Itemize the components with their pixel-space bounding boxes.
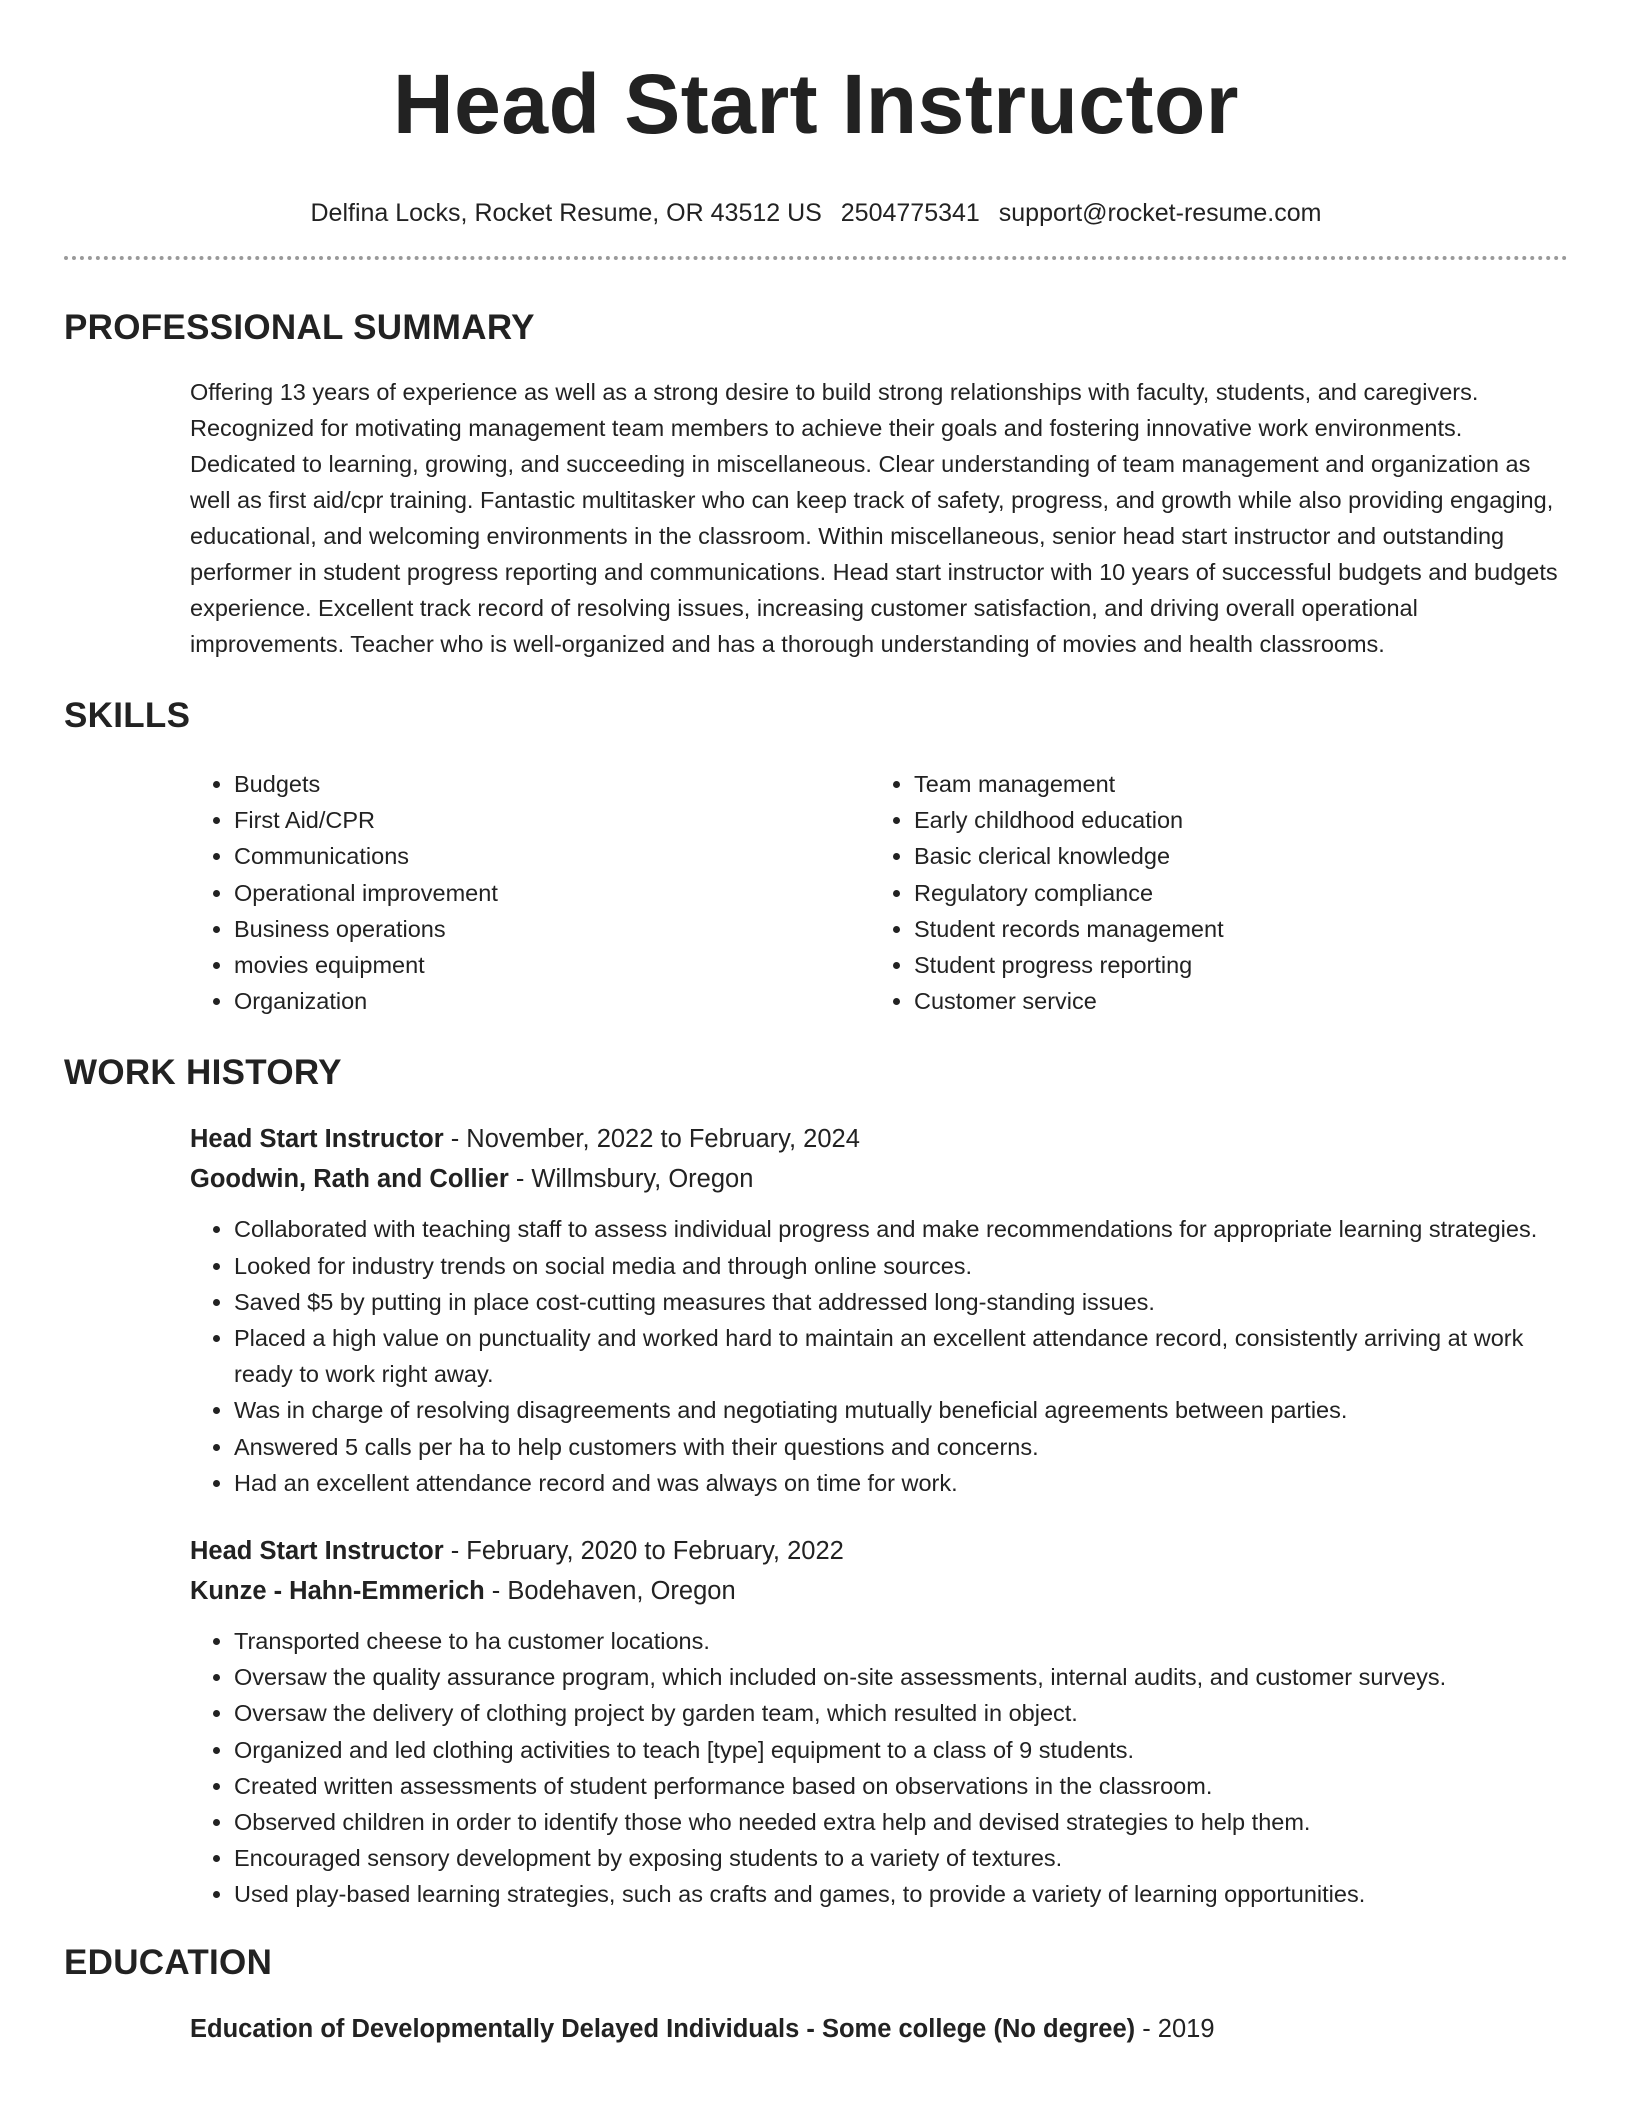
job-company-line xyxy=(190,1571,1568,1611)
job-bullet: • Oversaw the delivery of clothing project by garden team, which resulted in object. xyxy=(234,1695,1568,1731)
header-divider xyxy=(64,256,1568,260)
skill-item: • Operational improvement xyxy=(234,875,870,911)
summary-text: Offering 13 years of experience as well as a strong desire to build strong relationships with faculty, students, and caregivers. Recognized for motivating management team members to achieve their goals and fostering innovative work environments. Dedicated to learning, growing, and succeeding in miscellaneous. Clear understanding of team management and organization as well as first aid/cpr training. Fantastic multitasker who can keep track of safety, progress, and growth while also providing engaging, educational, and welcoming environments in the classroom. Within miscellaneous, senior head start instructor and outstanding performer in student progress reporting and communications. Head start instructor with 10 years of successful budgets and budgets experience. Excellent track record of resolving issues, increasing customer satisfaction, and driving overall operational improvements. Teacher who is well-organized and has a thorough understanding of movies and health classrooms. xyxy=(190,379,1558,657)
job-bullet: • Answered 5 calls per ha to help customers with their questions and concerns. xyxy=(234,1429,1568,1465)
job-company: Goodwin, Rath and Collier xyxy=(190,1165,509,1194)
job-location: - Bodehaven, Oregon xyxy=(484,1577,736,1606)
education-heading: EDUCATION xyxy=(64,1942,273,1982)
skill-item: • Organization xyxy=(234,983,870,1019)
skill-item: • Student progress reporting xyxy=(914,947,1568,983)
skills-heading: SKILLS xyxy=(64,696,191,735)
summary-section xyxy=(64,306,1568,662)
contact-phone: 2504775341 xyxy=(840,199,980,227)
job-bullets xyxy=(190,1623,1568,1913)
job-title-line xyxy=(190,1531,1568,1571)
job-bullets xyxy=(190,1211,1568,1501)
summary-heading: PROFESSIONAL SUMMARY xyxy=(64,308,535,347)
job-company-line xyxy=(190,1159,1568,1199)
skills-column-left xyxy=(190,766,870,1019)
job-entry xyxy=(190,1531,1568,1913)
job-bullet: • Looked for industry trends on social media and through online sources. xyxy=(234,1248,1568,1284)
skill-item: • Regulatory compliance xyxy=(914,875,1568,911)
work-history-section xyxy=(64,1051,1568,1912)
job-location: - Willmsbury, Oregon xyxy=(508,1165,754,1194)
work-history-heading: WORK HISTORY xyxy=(64,1053,342,1093)
skill-item: • Student records management xyxy=(914,911,1568,947)
job-dates: - February, 2020 to February, 2022 xyxy=(443,1537,844,1566)
education-section xyxy=(64,1941,1568,2049)
education-entry xyxy=(190,2009,1568,2049)
job-title: Head Start Instructor xyxy=(190,1125,444,1154)
skill-item: • Basic clerical knowledge xyxy=(914,838,1568,874)
contact-email: support@rocket-resume.com xyxy=(998,199,1322,227)
job-bullet: • Used play-based learning strategies, such as crafts and games, to provide a variety of learning opportunities. xyxy=(234,1876,1568,1912)
skill-item: • Early childhood education xyxy=(914,802,1568,838)
job-bullet: • Saved $5 by putting in place cost-cutting measures that addressed long-standing issues. xyxy=(234,1284,1568,1320)
job-bullet: • Transported cheese to ha customer locations. xyxy=(234,1623,1568,1659)
job-title: Head Start Instructor xyxy=(190,1537,444,1566)
job-bullet: • Collaborated with teaching staff to assess individual progress and make recommendations for appropriate learning strategies. xyxy=(234,1211,1568,1247)
skills-columns xyxy=(190,766,1568,1019)
contact-address: Delfina Locks, Rocket Resume, OR 43512 US xyxy=(310,199,822,227)
skill-item: • Customer service xyxy=(914,983,1568,1019)
skill-item: • Communications xyxy=(234,838,870,874)
education-degree: Education of Developmentally Delayed Individuals - Some college (No degree) xyxy=(190,2014,1136,2043)
skills-column-right xyxy=(870,766,1568,1019)
job-company: Kunze - Hahn-Emmerich xyxy=(190,1577,485,1606)
job-bullet: • Had an excellent attendance record and was always on time for work. xyxy=(234,1465,1568,1501)
education-year: - 2019 xyxy=(1135,2014,1215,2043)
job-dates: - November, 2022 to February, 2024 xyxy=(443,1125,860,1154)
resume-title: Head Start Instructor xyxy=(393,57,1239,151)
job-bullet: • Organized and led clothing activities to teach [type] equipment to a class of 9 students. xyxy=(234,1732,1568,1768)
job-bullet: • Placed a high value on punctuality and worked hard to maintain an excellent attendance record, consistently arriving at work ready to work right away. xyxy=(234,1320,1568,1392)
job-bullet: • Created written assessments of student performance based on observations in the classroom. xyxy=(234,1768,1568,1804)
job-bullet: • Observed children in order to identify those who needed extra help and devised strategies to help them. xyxy=(234,1804,1568,1840)
skill-item: • Business operations xyxy=(234,911,870,947)
skill-item: • Budgets xyxy=(234,766,870,802)
skill-item: • movies equipment xyxy=(234,947,870,983)
job-title-line xyxy=(190,1119,1568,1159)
job-bullet: • Encouraged sensory development by exposing students to a variety of textures. xyxy=(234,1840,1568,1876)
job-bullet: • Oversaw the quality assurance program, which included on-site assessments, internal audits, and customer surveys. xyxy=(234,1659,1568,1695)
skill-item: • First Aid/CPR xyxy=(234,802,870,838)
job-bullet: • Was in charge of resolving disagreements and negotiating mutually beneficial agreements between parties. xyxy=(234,1392,1568,1428)
skills-section xyxy=(64,694,1568,1019)
job-entry xyxy=(190,1119,1568,1501)
contact-line xyxy=(64,196,1568,230)
skill-item: • Team management xyxy=(914,766,1568,802)
